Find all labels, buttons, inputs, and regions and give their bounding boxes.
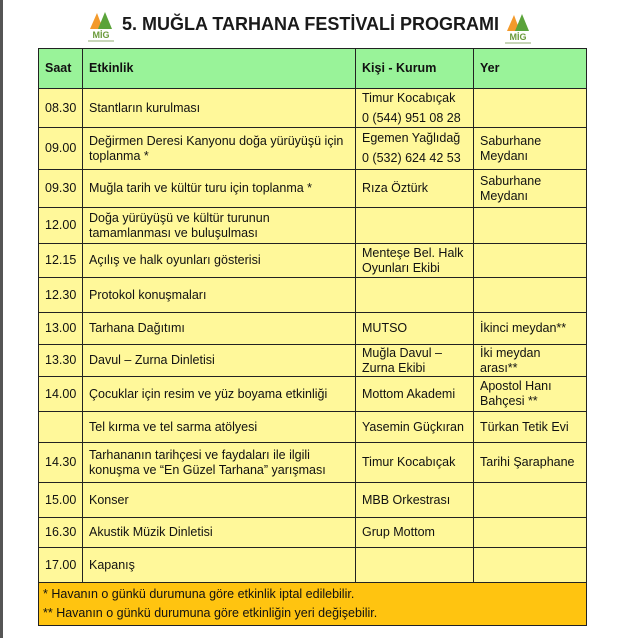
column-header-kisi-kurum: Kişi - Kurum xyxy=(356,49,474,89)
etkinlik-cell: Tarhananın tarihçesi ve faydaları ile ilgili konuşma ve “En Güzel Tarhana” yarışması xyxy=(83,443,356,483)
saat-cell: 14.00 xyxy=(39,377,83,412)
yer-cell: Türkan Tetik Evi xyxy=(474,412,587,443)
etkinlik-cell: Konser xyxy=(83,483,356,518)
footnote: * Havanın o günkü durumuna göre etkinlik iptal edilebilir. xyxy=(43,587,355,601)
yer-cell xyxy=(474,244,587,278)
etkinlik-cell: Doğa yürüyüşü ve kültür turunun tamamlanması ve buluşulması xyxy=(83,208,356,244)
table-header-row xyxy=(39,49,587,89)
left-border xyxy=(0,0,3,638)
yer-cell: Apostol Hanı Bahçesi ** xyxy=(474,377,587,412)
yer-cell xyxy=(474,208,587,244)
kisi-cell xyxy=(356,89,474,128)
kisi-cell: Muğla Davul – Zurna Ekibi xyxy=(356,345,474,377)
logo-text: MİG xyxy=(92,30,110,40)
table-row xyxy=(39,244,587,278)
kisi-cell xyxy=(356,128,474,170)
kisi-cell: MUTSO xyxy=(356,313,474,345)
column-header-saat: Saat xyxy=(39,49,83,89)
saat-cell: 13.00 xyxy=(39,313,83,345)
mig-logo-left xyxy=(88,10,114,44)
etkinlik-cell: Açılış ve halk oyunları gösterisi xyxy=(83,244,356,278)
mountain-icon xyxy=(88,10,114,30)
kisi-cell: Mottom Akademi xyxy=(356,377,474,412)
saat-cell: 16.30 xyxy=(39,518,83,548)
table-row xyxy=(39,278,587,313)
saat-cell: 12.00 xyxy=(39,208,83,244)
column-header-etkinlik: Etkinlik xyxy=(83,49,356,89)
program-table xyxy=(38,48,587,626)
kisi-name: Timur Kocabıçak xyxy=(362,90,456,105)
yer-cell xyxy=(474,548,587,583)
table-row xyxy=(39,345,587,377)
mig-logo-right xyxy=(505,12,531,46)
kisi-cell: Timur Kocabıçak xyxy=(356,443,474,483)
table-row xyxy=(39,170,587,208)
etkinlik-cell: Protokol konuşmaları xyxy=(83,278,356,313)
saat-cell xyxy=(39,412,83,443)
table-row xyxy=(39,443,587,483)
table-row xyxy=(39,89,587,128)
etkinlik-cell: Çocuklar için resim ve yüz boyama etkinliği xyxy=(83,377,356,412)
etkinlik-cell: Tel kırma ve tel sarma atölyesi xyxy=(83,412,356,443)
kisi-cell: Grup Mottom xyxy=(356,518,474,548)
saat-cell: 17.00 xyxy=(39,548,83,583)
saat-cell: 12.15 xyxy=(39,244,83,278)
saat-cell: 14.30 xyxy=(39,443,83,483)
table-row xyxy=(39,128,587,170)
saat-cell: 08.30 xyxy=(39,89,83,128)
etkinlik-cell: Değirmen Deresi Kanyonu doğa yürüyüşü için toplanma * xyxy=(83,128,356,170)
yer-cell xyxy=(474,518,587,548)
logo-subtext xyxy=(88,40,114,42)
table-row xyxy=(39,518,587,548)
table-row xyxy=(39,208,587,244)
kisi-cell xyxy=(356,278,474,313)
etkinlik-cell: Muğla tarih ve kültür turu için toplanma * xyxy=(83,170,356,208)
kisi-name: Egemen Yağlıdağ xyxy=(362,131,461,145)
page-title: 5. MUĞLA TARHANA FESTİVALİ PROGRAMI xyxy=(122,14,499,34)
kisi-cell xyxy=(356,548,474,583)
mountain-icon xyxy=(505,12,531,32)
yer-cell: Saburhane Meydanı xyxy=(474,170,587,208)
yer-cell: İki meydan arası** xyxy=(474,345,587,377)
kisi-cell: Rıza Öztürk xyxy=(356,170,474,208)
saat-cell: 15.00 xyxy=(39,483,83,518)
kisi-cell: Menteşe Bel. Halk Oyunları Ekibi xyxy=(356,244,474,278)
yer-cell xyxy=(474,483,587,518)
table-row xyxy=(39,483,587,518)
etkinlik-cell: Tarhana Dağıtımı xyxy=(83,313,356,345)
yer-cell: İkinci meydan** xyxy=(474,313,587,345)
etkinlik-cell: Stantların kurulması xyxy=(83,89,356,128)
kisi-cell: Yasemin Güçkıran xyxy=(356,412,474,443)
column-header-yer: Yer xyxy=(474,49,587,89)
yer-cell xyxy=(474,89,587,128)
kisi-phone: 0 (544) 951 08 28 xyxy=(362,110,461,125)
table-row xyxy=(39,313,587,345)
saat-cell: 09.30 xyxy=(39,170,83,208)
saat-cell: 13.30 xyxy=(39,345,83,377)
logo-subtext xyxy=(505,42,531,44)
yer-cell: Tarihi Şaraphane xyxy=(474,443,587,483)
table-row xyxy=(39,412,587,443)
footnotes-row xyxy=(39,583,587,626)
etkinlik-cell: Akustik Müzik Dinletisi xyxy=(83,518,356,548)
etkinlik-cell: Davul – Zurna Dinletisi xyxy=(83,345,356,377)
table-row xyxy=(39,377,587,412)
saat-cell: 12.30 xyxy=(39,278,83,313)
kisi-cell xyxy=(356,208,474,244)
footnote: ** Havanın o günkü durumuna göre etkinliğin yeri değişebilir. xyxy=(43,606,378,620)
kisi-phone: 0 (532) 624 42 53 xyxy=(362,151,461,165)
yer-cell xyxy=(474,278,587,313)
footnotes-cell xyxy=(39,583,587,626)
kisi-cell: MBB Orkestrası xyxy=(356,483,474,518)
logo-text: MİG xyxy=(509,32,527,42)
table-row xyxy=(39,548,587,583)
etkinlik-cell: Kapanış xyxy=(83,548,356,583)
saat-cell: 09.00 xyxy=(39,128,83,170)
yer-cell: Saburhane Meydanı xyxy=(474,128,587,170)
